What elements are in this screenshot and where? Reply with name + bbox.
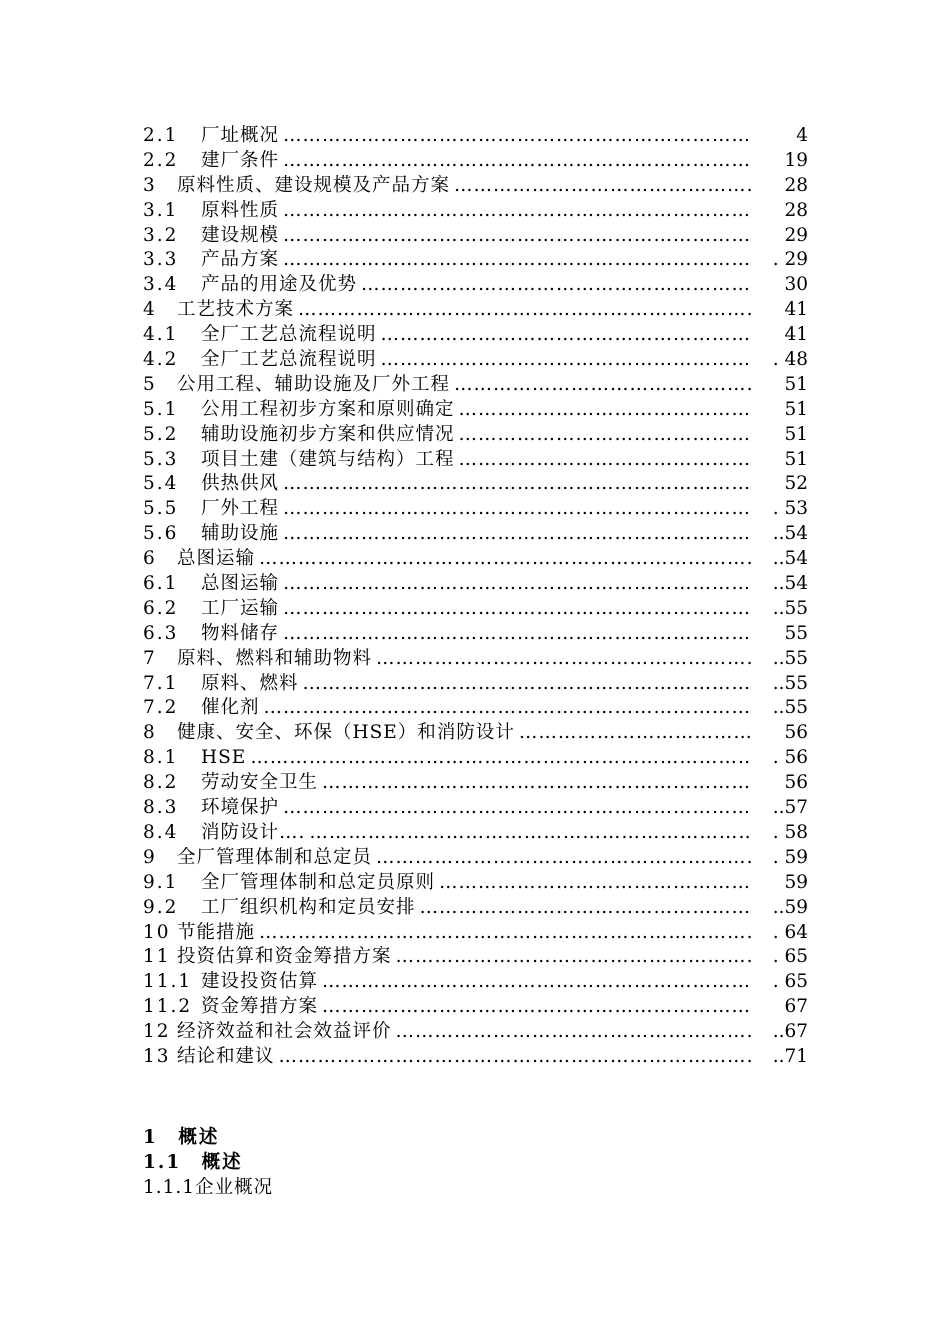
toc-entry-title: 全厂工艺总流程说明 [201, 349, 377, 371]
toc-entry[interactable] [143, 970, 808, 995]
toc-entry-page: ..59 [772, 896, 808, 918]
section-heading-1-1: 1.1 概述 [143, 1152, 243, 1173]
toc-entry[interactable] [143, 373, 808, 398]
toc-entry-number: 13 [143, 1045, 171, 1067]
toc-entry-page: . 29 [772, 249, 808, 271]
toc-entry-page: 28 [784, 174, 808, 196]
toc-entry-title: 供热供风 [201, 473, 280, 495]
toc-entry[interactable] [143, 149, 808, 174]
toc-dot-leader [283, 199, 752, 224]
toc-entry-number: 3 [143, 174, 157, 196]
toc-entry-title: 厂址概况 [201, 125, 280, 146]
toc-entry[interactable] [143, 771, 808, 796]
toc-entry-title: 劳动安全卫生 [201, 772, 319, 794]
toc-entry-page: . 58 [772, 821, 808, 843]
toc-entry-page: . 53 [772, 498, 808, 520]
toc-entry-title: 工厂运输 [201, 597, 280, 619]
toc-dot-leader [439, 871, 752, 896]
toc-entry-title: 厂外工程 [201, 498, 280, 520]
toc-entry-number: 8 [143, 722, 157, 744]
toc-entry-title: 总图运输 [177, 548, 256, 570]
toc-entry-title: 原料性质、建设规模及产品方案 [177, 174, 451, 196]
toc-dot-leader [298, 298, 752, 323]
toc-entry-title: 物料储存 [201, 622, 280, 644]
toc-dot-leader [396, 945, 752, 970]
toc-entry-number: 7.1 [143, 672, 179, 694]
toc-entry-title: 资金筹措方案 [201, 996, 319, 1018]
toc-entry-page: 28 [784, 199, 808, 221]
toc-entry-page: . 65 [772, 971, 808, 993]
toc-entry-number: 3.2 [143, 224, 179, 246]
toc-dot-leader [322, 771, 752, 796]
toc-entry-number: 3.3 [143, 249, 179, 271]
toc-entry-page: . 65 [772, 946, 808, 968]
toc-entry[interactable] [143, 298, 808, 323]
toc-entry-page: ..54 [772, 523, 808, 545]
toc-entry-title: 辅助设施初步方案和供应情况 [201, 423, 455, 445]
toc-entry[interactable] [143, 174, 808, 199]
toc-dot-leader [322, 995, 752, 1020]
toc-entry-page: 29 [784, 224, 808, 246]
toc-entry-page: 55 [784, 622, 808, 644]
toc-entry-number: 4.1 [143, 324, 179, 346]
toc-dot-leader [420, 896, 752, 921]
toc-dot-leader [376, 647, 752, 672]
toc-entry[interactable] [143, 273, 808, 298]
toc-entry-page: ..55 [772, 597, 808, 619]
toc-entry-page: ..55 [772, 697, 808, 719]
toc-entry-page: . 56 [772, 747, 808, 769]
toc-dot-leader [396, 1020, 752, 1045]
toc-entry-number: 5.5 [143, 498, 179, 520]
toc-entry-number: 8.4 [143, 821, 179, 843]
toc-entry[interactable] [143, 672, 808, 697]
toc-entry-number: 7 [143, 647, 157, 669]
toc-entry-number: 9 [143, 846, 157, 868]
toc-entry[interactable] [143, 497, 808, 522]
toc-entry-page: 41 [784, 324, 808, 346]
toc-entry-number: 2.2 [143, 149, 179, 171]
toc-entry-number: 11 [143, 946, 171, 968]
toc-entry[interactable] [143, 896, 808, 921]
toc-entry-number: 8.1 [143, 747, 179, 769]
toc-entry[interactable] [143, 572, 808, 597]
toc-entry[interactable] [143, 199, 808, 224]
toc-entry-title: 原料、燃料 [201, 672, 299, 694]
toc-entry[interactable] [143, 945, 808, 970]
toc-entry-title: HSE [201, 747, 247, 769]
toc-entry-number: 6.1 [143, 573, 179, 595]
toc-entry-title: 节能措施 [177, 921, 256, 943]
toc-entry-page: ..54 [772, 548, 808, 570]
toc-entry[interactable] [143, 248, 808, 273]
toc-dot-leader [283, 124, 752, 149]
toc-entry-title: 项目土建（建筑与结构）工程 [201, 448, 455, 470]
toc-entry-page: ..54 [772, 573, 808, 595]
toc-entry-number: 6 [143, 548, 157, 570]
toc-entry-title: 催化剂 [201, 697, 260, 719]
toc-entry-number: 7.2 [143, 697, 179, 719]
toc-entry-number: 9.1 [143, 871, 179, 893]
toc-dot-leader [519, 721, 752, 746]
toc-entry[interactable] [143, 224, 808, 249]
toc-entry-number: 8.2 [143, 772, 179, 794]
toc-entry-number: 3.4 [143, 274, 179, 296]
toc-entry-number: 5.1 [143, 398, 179, 420]
toc-entry[interactable] [143, 1020, 808, 1045]
toc-dot-leader [283, 497, 752, 522]
toc-entry-number: 6.3 [143, 622, 179, 644]
toc-entry[interactable] [143, 796, 808, 821]
toc-entry[interactable] [143, 721, 808, 746]
toc-entry[interactable] [143, 472, 808, 497]
toc-entry-number: 10 [143, 921, 171, 943]
toc-entry-title: 全厂工艺总流程说明 [201, 324, 377, 346]
toc-entry-page: 51 [784, 373, 808, 395]
toc-dot-leader [459, 398, 752, 423]
toc-dot-leader [283, 149, 752, 174]
toc-entry-number: 5.3 [143, 448, 179, 470]
toc-entry-number: 5 [143, 373, 157, 395]
toc-entry-number: 11.1 [143, 971, 193, 993]
toc-dot-leader [259, 547, 752, 572]
toc-entry-page: 52 [784, 473, 808, 495]
toc-entry-number: 6.2 [143, 597, 179, 619]
toc-entry-title: 产品的用途及优势 [201, 274, 358, 296]
toc-entry[interactable] [143, 746, 808, 771]
toc-dot-leader [283, 248, 752, 273]
toc-entry[interactable] [143, 547, 808, 572]
toc-dot-leader [381, 348, 752, 373]
toc-entry[interactable] [143, 821, 808, 846]
toc-entry-number: 2.1 [143, 125, 179, 146]
toc-entry[interactable] [143, 597, 808, 622]
toc-entry[interactable] [143, 522, 808, 547]
toc-entry-title: 辅助设施 [201, 523, 280, 545]
toc-entry[interactable] [143, 423, 808, 448]
toc-entry-number: 12 [143, 1021, 171, 1043]
toc-entry-title: 建设投资估算 [201, 971, 319, 993]
toc-entry-title: 环境保护 [201, 797, 280, 819]
toc-dot-leader [283, 224, 752, 249]
toc-dot-leader [376, 846, 752, 871]
toc-entry-title: 工艺技术方案 [177, 299, 295, 321]
toc-entry-page: 41 [784, 299, 808, 321]
toc-entry-number: 9.2 [143, 896, 179, 918]
toc-entry-title: 健康、安全、环保（HSE）和消防设计 [177, 722, 515, 744]
toc-dot-leader [250, 746, 752, 771]
toc-dot-leader [459, 423, 752, 448]
section-heading-1: 1 概述 [143, 1127, 220, 1148]
toc-dot-leader [283, 522, 752, 547]
table-of-contents [143, 124, 808, 1070]
toc-entry-page: . 64 [772, 921, 808, 943]
toc-entry-title: 建厂条件 [201, 149, 280, 171]
toc-entry[interactable] [143, 323, 808, 348]
toc-entry-title: 全厂管理体制和总定员 [177, 846, 373, 868]
toc-entry-title: 工厂组织机构和定员安排 [201, 896, 416, 918]
toc-entry[interactable] [143, 647, 808, 672]
toc-entry-page: ..71 [772, 1045, 808, 1067]
toc-entry-number: 4.2 [143, 349, 179, 371]
toc-entry-number: 5.4 [143, 473, 179, 495]
toc-entry-title: 原料性质 [201, 199, 280, 221]
toc-dot-leader [459, 448, 752, 473]
toc-entry-title: 全厂管理体制和总定员原则 [201, 871, 436, 893]
toc-entry-number: 5.6 [143, 523, 179, 545]
toc-entry[interactable] [143, 1045, 808, 1070]
toc-entry-page: ..55 [772, 647, 808, 669]
toc-entry-title: 原料、燃料和辅助物料 [177, 647, 373, 669]
toc-entry-title: 结论和建议 [177, 1045, 275, 1067]
toc-entry-page: ..57 [772, 797, 808, 819]
toc-entry-page: 56 [784, 772, 808, 794]
toc-entry-page: ..67 [772, 1021, 808, 1043]
toc-dot-leader [283, 622, 752, 647]
toc-dot-leader [283, 796, 752, 821]
toc-entry[interactable] [143, 124, 808, 149]
toc-entry-page: 4 [796, 125, 808, 146]
toc-dot-leader [381, 323, 752, 348]
toc-entry-page: . 59 [772, 846, 808, 868]
toc-entry-page: 51 [784, 448, 808, 470]
toc-entry[interactable] [143, 846, 808, 871]
toc-dot-leader [454, 174, 752, 199]
toc-entry[interactable] [143, 448, 808, 473]
toc-entry-title: 总图运输 [201, 573, 280, 595]
toc-entry[interactable] [143, 921, 808, 946]
toc-entry-page: 59 [784, 871, 808, 893]
toc-entry-number: 3.1 [143, 199, 179, 221]
section-heading-1-1-1: 1.1.1企业概况 [143, 1177, 274, 1198]
toc-dot-leader [309, 821, 752, 846]
toc-dot-leader [303, 672, 752, 697]
toc-entry[interactable] [143, 348, 808, 373]
toc-entry-title: 投资估算和资金筹措方案 [177, 946, 392, 968]
toc-entry-title: 建设规模 [201, 224, 280, 246]
toc-entry-number: 8.3 [143, 797, 179, 819]
toc-dot-leader [283, 597, 752, 622]
toc-entry-number: 5.2 [143, 423, 179, 445]
toc-entry-title: 产品方案 [201, 249, 280, 271]
toc-entry[interactable] [143, 871, 808, 896]
toc-dot-leader [264, 696, 752, 721]
toc-entry-page: 19 [784, 149, 808, 171]
toc-entry-title: 公用工程初步方案和原则确定 [201, 398, 455, 420]
toc-entry[interactable] [143, 622, 808, 647]
toc-entry[interactable] [143, 995, 808, 1020]
toc-entry[interactable] [143, 696, 808, 721]
toc-entry-page: 30 [784, 274, 808, 296]
toc-entry-page: 51 [784, 398, 808, 420]
toc-entry-page: 67 [784, 996, 808, 1018]
toc-entry-page: 56 [784, 722, 808, 744]
toc-entry-title: 消防设计…. [201, 821, 306, 843]
toc-entry-page: 51 [784, 423, 808, 445]
toc-entry-number: 4 [143, 299, 157, 321]
toc-dot-leader [361, 273, 752, 298]
toc-entry[interactable] [143, 398, 808, 423]
toc-entry-page: ..55 [772, 672, 808, 694]
toc-dot-leader [283, 572, 752, 597]
toc-dot-leader [279, 1045, 752, 1070]
toc-entry-title: 公用工程、辅助设施及厂外工程 [177, 373, 451, 395]
toc-entry-title: 经济效益和社会效益评价 [177, 1021, 392, 1043]
toc-entry-number: 11.2 [143, 996, 193, 1018]
toc-dot-leader [322, 970, 752, 995]
toc-entry-page: . 48 [772, 349, 808, 371]
toc-dot-leader [259, 921, 752, 946]
toc-dot-leader [454, 373, 752, 398]
toc-dot-leader [283, 472, 752, 497]
